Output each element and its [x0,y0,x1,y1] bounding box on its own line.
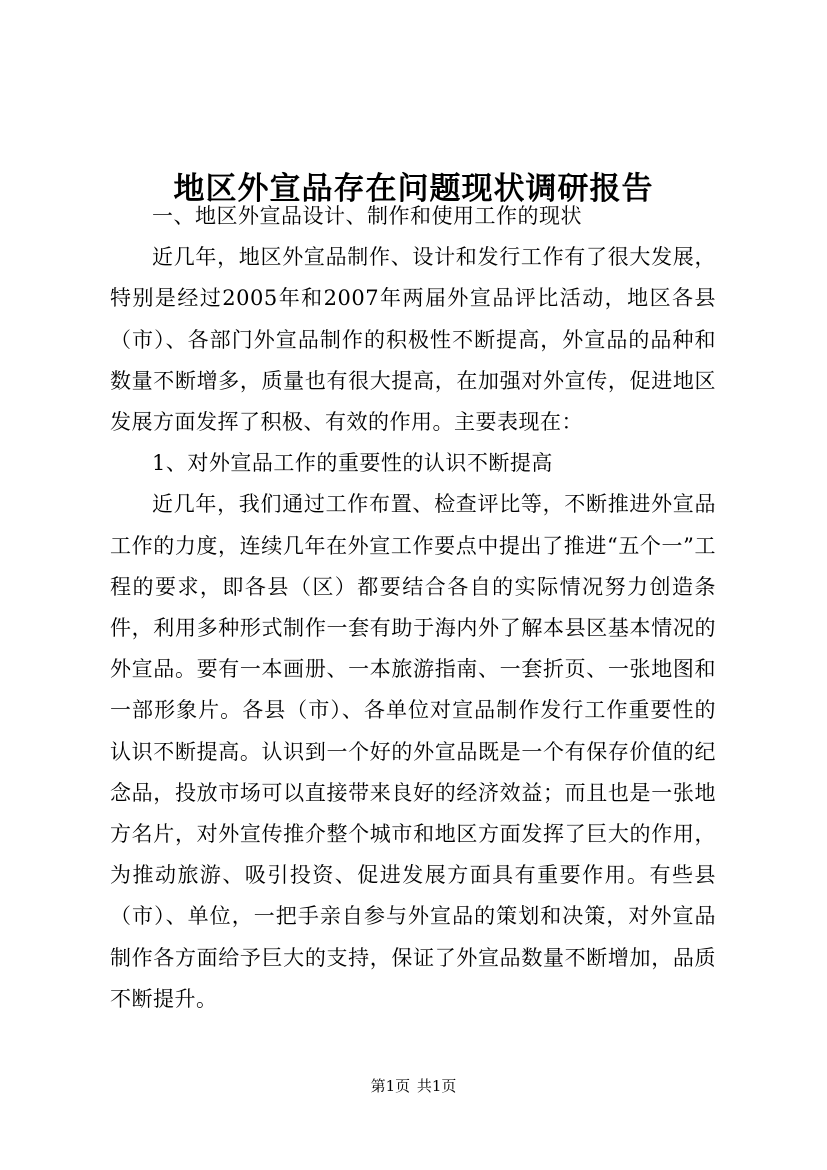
document-body [110,196,716,1020]
subheading-1: 1、对外宣品工作的重要性的认识不断提高 [152,451,553,476]
page-total: 共1页 [416,1077,457,1095]
page-number: 第1页 [370,1077,411,1095]
document-title: 地区外宣品存在问题现状调研报告 [173,170,654,207]
page-footer [0,1076,827,1096]
section-heading: 一、地区外宣品设计、制作和使用工作的现状 [152,204,582,228]
paragraph-2: 近几年，我们通过工作布置、检查评比等，不断推进外宣品工作的力度，连续几年在外宣工作要点中提出了推进“五个一”工程的要求，即各县（区）都要结合各自的实际情况努力创造条件，利用多种形式制作一套有助于海内外了解本县区基本情况的外宣品。要有一本画册、一本旅游指南、一套折页、一张地图和一部形象片。各县（市）、各单位对宣品制作发行工作重要性的认识不断提高。认识到一个好的外宣品既是一个有保存价值的纪念品，投放市场可以直接带来良好的经济效益；而且也是一张地方名片，对外宣传推介整个城市和地区方面发挥了巨大的作用，为推动旅游、吸引投资、促进发展方面具有重要作用。有些县（市）、单位，一把手亲自参与外宣品的策划和决策，对外宣品制作各方面给予巨大的支持，保证了外宣品数量不断增加，品质不断提升。 [110,492,716,1011]
paragraph-1: 近几年，地区外宣品制作、设计和发行工作有了很大发展，特别是经过2005年和2007年两届外宣品评比活动，地区各县（市）、各部门外宣品制作的积极性不断提高，外宣品的品种和数量不断增多，质量也有很大提高，在加强对外宣传，促进地区发展方面发挥了积极、有效的作用。主要表现在： [110,245,716,435]
